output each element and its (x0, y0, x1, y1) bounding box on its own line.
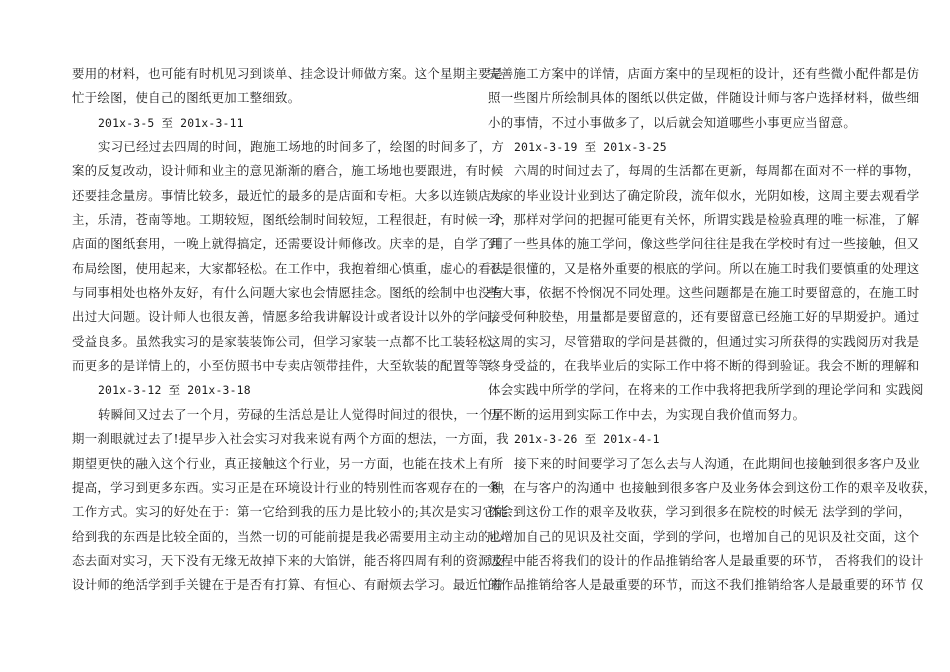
paragraph-line: 还要挂念量房。事情比较多，最近忙的最多的是店面和专柜。大多以连锁店为 (72, 187, 504, 203)
paragraph-line: 历不断的运用到实际工作中去，为实现自我价值而努力。 (488, 406, 806, 422)
paragraph-line: 到了一些具体的施工学问，像这些学问往往是我在学校时有过一些接触，但又 (488, 236, 920, 252)
paragraph-line: 布局绘图，使用起来，大家都轻松。在工作中，我抱着细心慎重，虚心的看法， (72, 260, 517, 276)
paragraph-line: 小的事情，不过小事做多了，以后就会知道哪些小事更应当留意。 (488, 114, 857, 130)
paragraph-line: 也增加自己的见识及社交面，学到的学问，也增加自己的见识及社交面，这个 (488, 528, 920, 544)
paragraph-line: 主，乐清，苍南等地。工期较短，图纸绘制时间较短，工程很赶，有时候一个 (72, 212, 504, 228)
paragraph-line: 提高，学习到更多东西。实习正是在环境设计行业的特别性而客观存在的一种 (72, 479, 504, 495)
paragraph-line: 不是很懂的，又是格外重要的根底的学问。所以在施工时我们要慎重的处理这 (488, 260, 920, 276)
paragraph-line: 接受何种胶垫，用量都是要留意的，还有要留意已经施工好的早期爱护。通过 (488, 309, 920, 325)
paragraph-line: 照一些图片所绘制具体的图纸以供定做，伴随设计师与客户选择材料，做些细 (488, 90, 920, 106)
paragraph-line: 店面的图纸套用，一晚上就得搞定，还需要设计师修改。庆幸的是，自学了用 (72, 236, 504, 252)
paragraph-line: 大家的毕业设计业到达了确定阶段，流年似水，光阴如梭，这周主要去观看学 (488, 187, 920, 203)
paragraph-line: 设计师的绝活学到手关键在于是否有打算、有恒心、有耐烦去学习。最近忙着 (72, 577, 504, 593)
paragraph-line: 实习已经过去四周的时间，跑施工场地的时间多了，绘图的时间多了，方 (98, 139, 505, 155)
paragraph-line: 接下来的时间要学习了怎么去与人沟通，在此期间也接触到很多客户及业 (514, 455, 921, 471)
date-heading: 201x-3-26 至 201x-4-1 (514, 432, 660, 447)
paragraph-line: 期一刹眼就过去了!提早步入社会实习对我来说有两个方面的想法，一方面，我 (72, 431, 509, 447)
paragraph-line: 体会到这份工作的艰辛及收获，学习到很多在院校的时候无 法学到的学问， (488, 504, 912, 520)
paragraph-line: 给到我的东西是比较全面的，当然一切的可能前提是我必需要用主动主动的心 (72, 528, 504, 544)
paragraph-line: 完善施工方案中的详情，店面方案中的呈现柜的设计，还有些微小配件都是仿 (488, 66, 920, 81)
paragraph-line: 出过大问题。设计师人也很友善，情愿多给我讲解设计或者设计以外的学问， (72, 309, 504, 325)
paragraph-line: 与同事相处也格外友好，有什么问题大家也会情愿挂念。图纸的绘制中也没有 (72, 285, 504, 301)
paragraph-line: 态去面对实习，天下没有无缘无故掉下来的大馅饼，能否将四周有利的资源及 (72, 552, 504, 568)
paragraph-line: 工作方式。实习的好处在于：第一它给到我的压力是比较小的;其次是实习它能 (72, 504, 508, 520)
right-text-column (488, 62, 937, 598)
paragraph-line: 期望更快的融入这个行业，真正接触这个行业，另一方面，也能在技术上有所 (72, 455, 504, 471)
paragraph-line: 这周的实习，尽管猎取的学问是甚微的，但通过实习所获得的实践阅历对我是 (488, 333, 920, 349)
paragraph-line: 的作品推销给客人是最重要的环节，而这不我们推销给客人是最重要的环节 仅 (488, 577, 924, 593)
paragraph-line: 习，那样对学问的把握可能更有关怀，所谓实践是检验真理的唯一标准，了解 (488, 212, 920, 228)
paragraph-line: 而更多的是详情上的，小至仿照书中专卖店领带挂件，大至软装的配置等等。 (72, 358, 504, 374)
paragraph-line: 受益良多。虽然我实习的是家装装饰公司，但学习家装一点都不比工装轻松。 (72, 333, 504, 349)
paragraph-line: 转瞬间又过去了一个月，劳碌的生活总是让人觉得时间过的很快，一个星 (98, 406, 505, 422)
paragraph-line: 案的反复改动，设计师和业主的意见渐渐的磨合，施工场地也要跟进，有时候 (72, 163, 504, 179)
left-text-column (72, 62, 517, 598)
date-heading: 201x-3-12 至 201x-3-18 (98, 383, 251, 398)
date-heading: 201x-3-5 至 201x-3-11 (98, 115, 244, 130)
paragraph-line: 务，在与客户的沟通中 也接触到很多客户及业务体会到这份工作的艰辛及收获， (488, 479, 937, 495)
paragraph-line: 要用的材料，也可能有时机见习到谈单、挂念设计师做方案。这个星期主要是 (72, 66, 504, 81)
paragraph-line: 六周的时间过去了，每周的生活都在更新，每周都在面对不一样的事物， (514, 163, 921, 179)
paragraph-line: 些大事，依据不怜悯况不同处理。这些问题都是在施工时要留意的，在施工时 (488, 285, 920, 301)
date-heading: 201x-3-19 至 201x-3-25 (514, 140, 667, 155)
paragraph-line: 终身受益的，在我毕业后的实际工作中将不断的得到验证。我会不断的理解和 (488, 358, 920, 374)
paragraph-line: 过程中能否将我们的设计的作品推销给客人是最重要的环节， 否将我们的设计 (488, 552, 924, 568)
paragraph-line: 忙于绘图，使自己的图纸更加工整细致。 (72, 90, 301, 106)
paragraph-line: 体会实践中所学的学问，在将来的工作中我将把我所学到的理论学问和 实践阅 (488, 382, 924, 398)
